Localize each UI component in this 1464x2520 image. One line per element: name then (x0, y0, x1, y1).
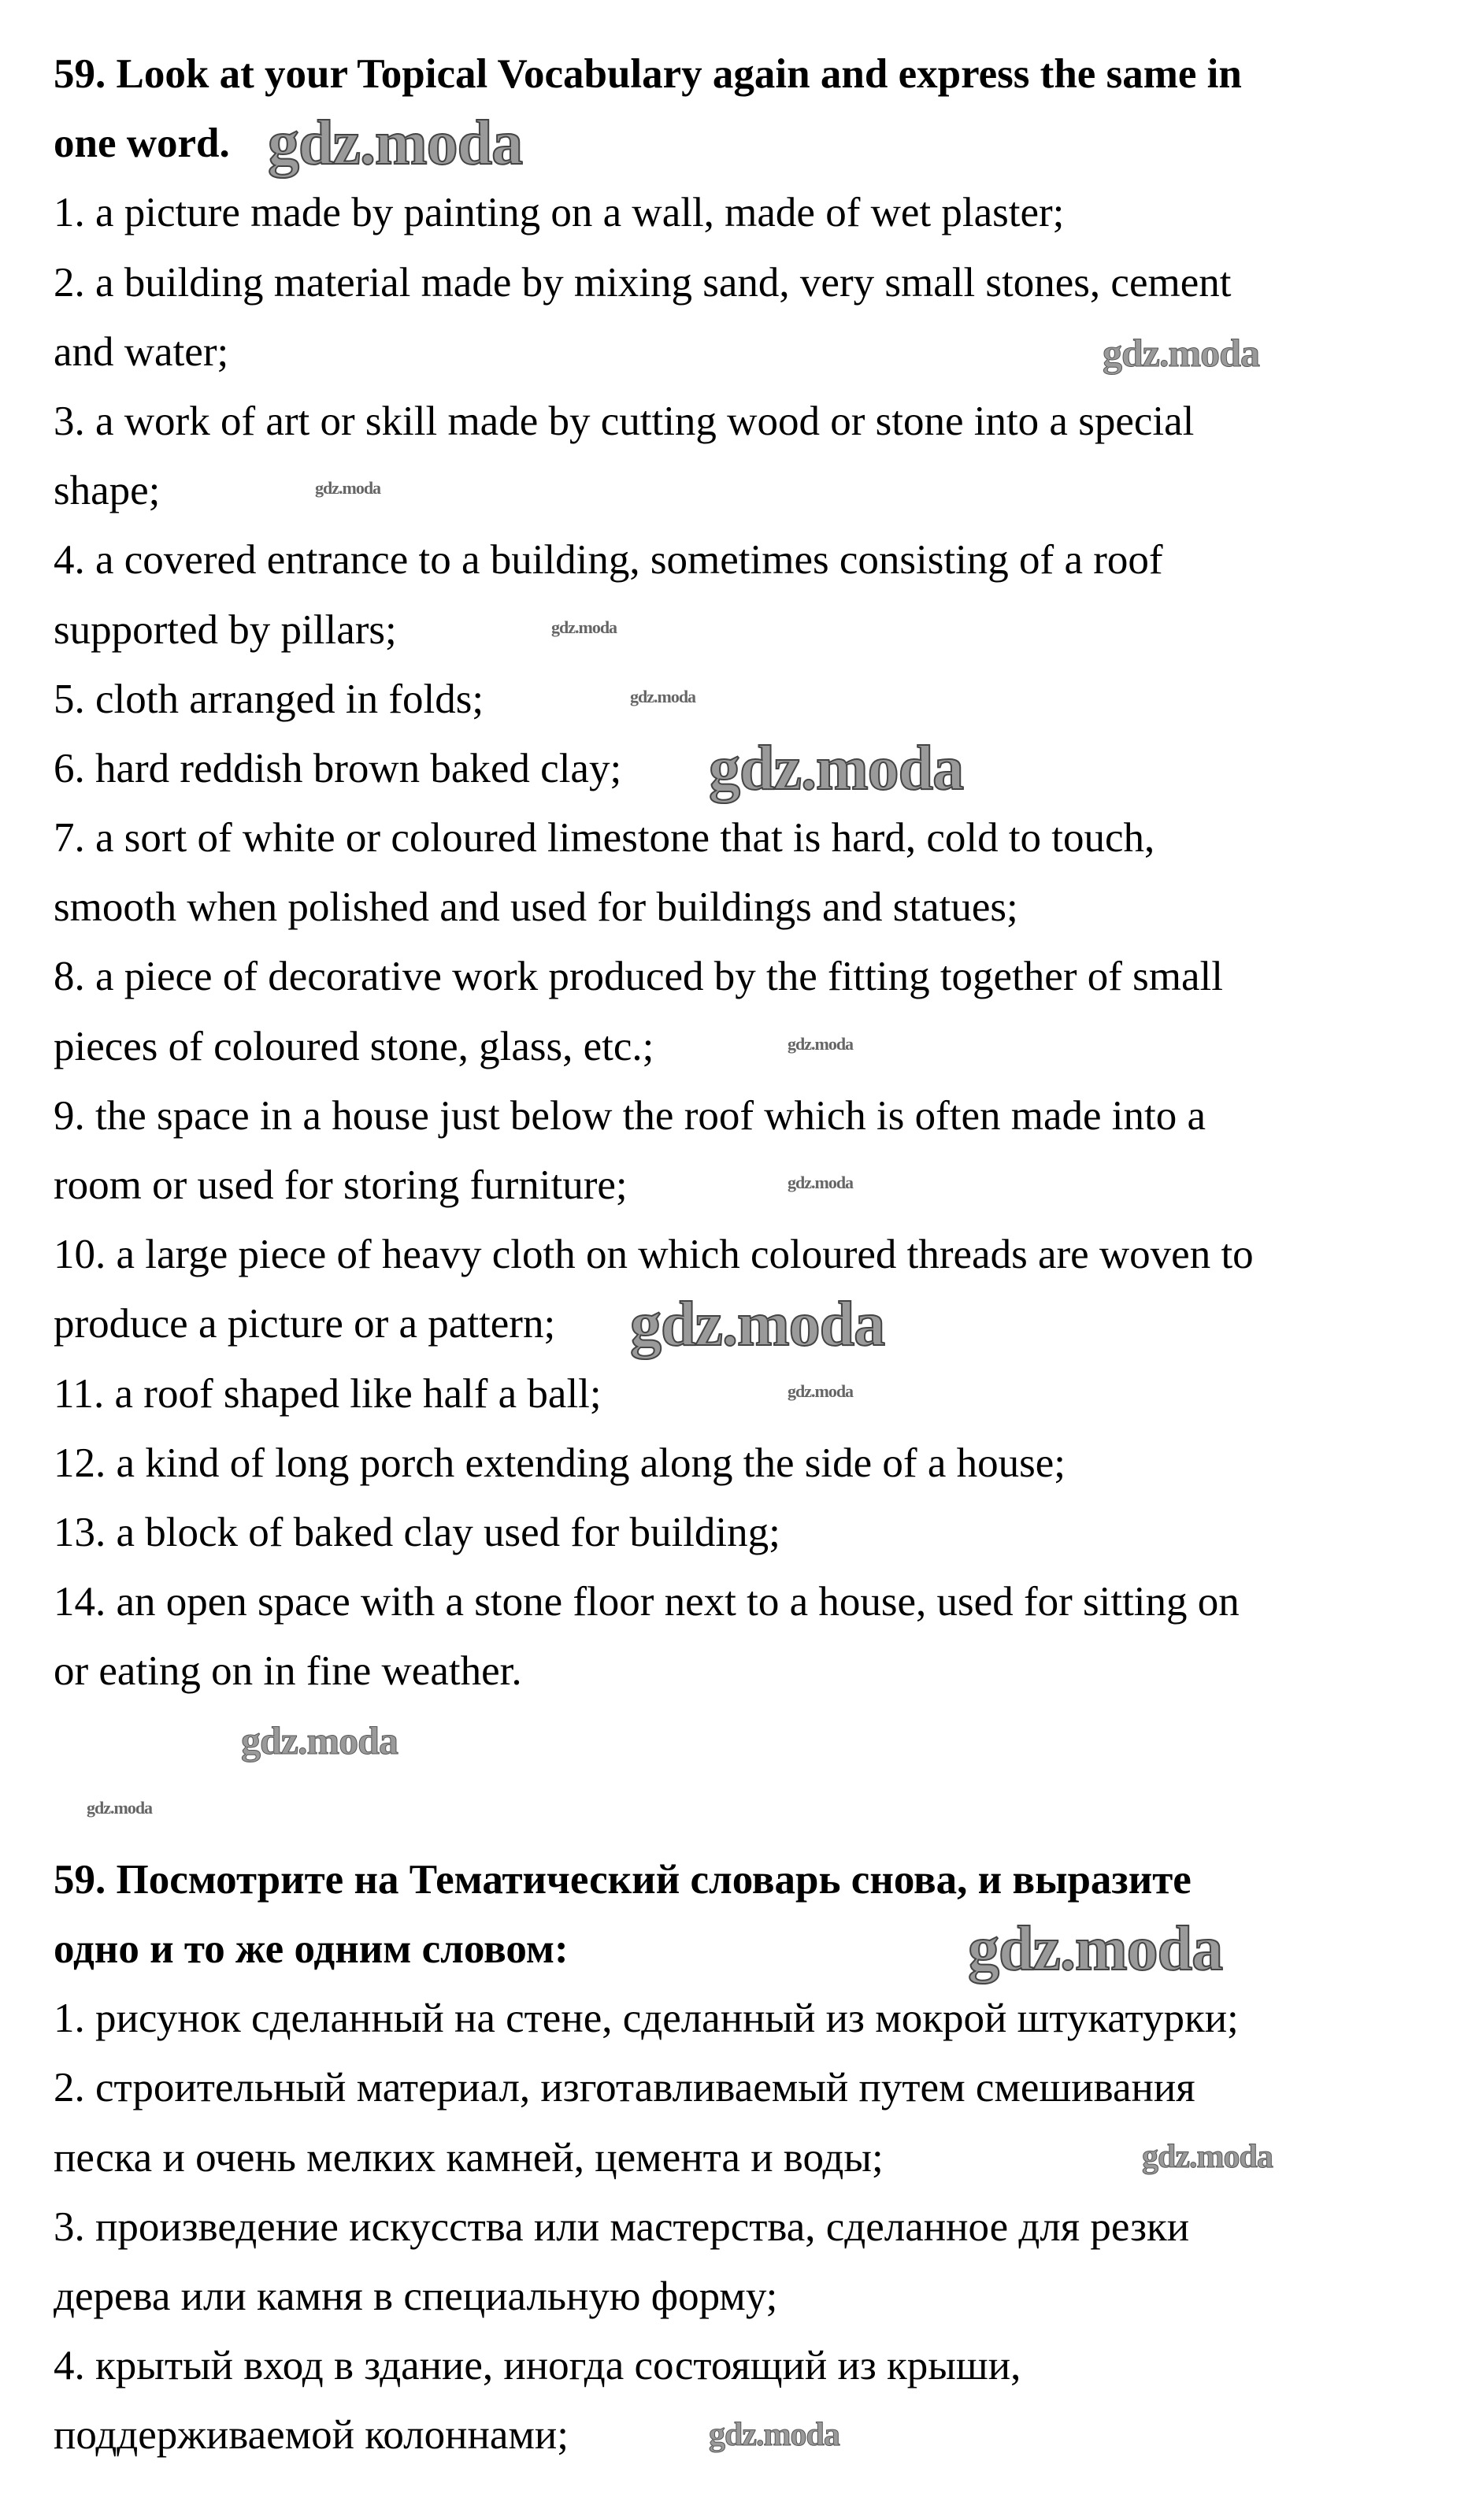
watermark: gdz.moda (788, 1033, 854, 1054)
list-item-line: shape; (54, 468, 161, 514)
list-item-line: and water; (54, 328, 229, 375)
list-item-line: smooth when polished and used for buildings and statues; (54, 884, 1018, 931)
exercise-title: 59. Посмотрите на Тематический словарь снова, и выразите (54, 1856, 1192, 1903)
watermark: gdz.moda (241, 1718, 398, 1762)
list-item-line: or eating on in fine weather. (54, 1648, 522, 1695)
list-item-line: 12. a kind of long porch extending along the side of a house; (54, 1440, 1066, 1486)
list-item-line: 1. рисунок сделанный на стене, сделанный из мокрой штукатурки; (54, 1996, 1239, 2042)
exercise-title: 59. Look at your Topical Vocabulary again and express the same in (54, 51, 1242, 97)
english-section (54, 39, 1455, 1707)
watermark: gdz.moda (788, 1173, 854, 1193)
watermark: gdz.moda (315, 478, 381, 498)
watermark: gdz.moda (630, 686, 696, 706)
list-item-line: 1. a picture made by painting on a wall, made of wet plaster; (54, 190, 1065, 236)
watermark: gdz.moda (268, 109, 523, 179)
list-item-line: 14. an open space with a stone floor next to a house, used for sitting on (54, 1579, 1240, 1625)
list-item-line: 13. a block of baked clay used for building; (54, 1509, 780, 1555)
watermark: gdz.moda (788, 1380, 854, 1401)
list-item-line: pieces of coloured stone, glass, etc.; (54, 1023, 654, 1069)
list-item-line: 4. a covered entrance to a building, sometimes consisting of a roof (54, 537, 1163, 584)
watermark: gdz.moda (87, 1798, 153, 1818)
russian-section (54, 1845, 1455, 2470)
exercise-title: one word. (54, 120, 230, 167)
list-item-line: room or used for storing furniture; (54, 1162, 628, 1208)
list-item-line: 2. строительный материал, изготавливаемый путем смешивания (54, 2065, 1195, 2111)
list-item-line: 10. a large piece of heavy cloth on which coloured threads are woven to (54, 1232, 1254, 1278)
watermark: gdz.moda (968, 1914, 1223, 1984)
list-item-line: 3. a work of art or skill made by cutting wood or stone into a special (54, 398, 1195, 444)
list-item-line: 6. hard reddish brown baked clay; (54, 745, 622, 791)
watermark: gdz.moda (551, 617, 617, 637)
list-item-line: 2. a building material made by mixing sand, very small stones, cement (54, 259, 1232, 306)
list-item-line: 8. a piece of decorative work produced by the fitting together of small (54, 954, 1223, 1000)
list-item-line: песка и очень мелких камней, цемента и воды; (54, 2134, 884, 2181)
list-item-line: produce a picture or a pattern; (54, 1301, 556, 1347)
list-item-line: 3. произведение искусства или мастерства, сделанное для резки (54, 2203, 1190, 2250)
watermark: gdz.moda (709, 2416, 839, 2453)
list-item-line: 7. a sort of white or coloured limestone that is hard, cold to touch, (54, 815, 1155, 862)
watermark: gdz.moda (709, 734, 964, 803)
list-item-line: 9. the space in a house just below the roof which is often made into a (54, 1092, 1206, 1139)
list-item-line: supported by pillars; (54, 606, 397, 653)
list-item-line: поддерживаемой колоннами; (54, 2412, 569, 2459)
watermark: gdz.moda (1142, 2139, 1273, 2175)
section-gap (54, 1707, 1455, 1845)
list-item-line: дерева или камня в специальную форму; (54, 2274, 778, 2320)
list-item-line: 4. крытый вход в здание, иногда состоящий из крыши, (54, 2343, 1021, 2389)
watermark: gdz.moda (1103, 330, 1259, 375)
watermark: gdz.moda (630, 1289, 885, 1359)
list-item-line: 5. cloth arranged in folds; (54, 676, 484, 722)
list-item-line: 11. a roof shaped like half a ball; (54, 1370, 602, 1417)
document-body (54, 39, 1455, 2470)
exercise-title: одно и то же одним словом: (54, 1926, 569, 1973)
